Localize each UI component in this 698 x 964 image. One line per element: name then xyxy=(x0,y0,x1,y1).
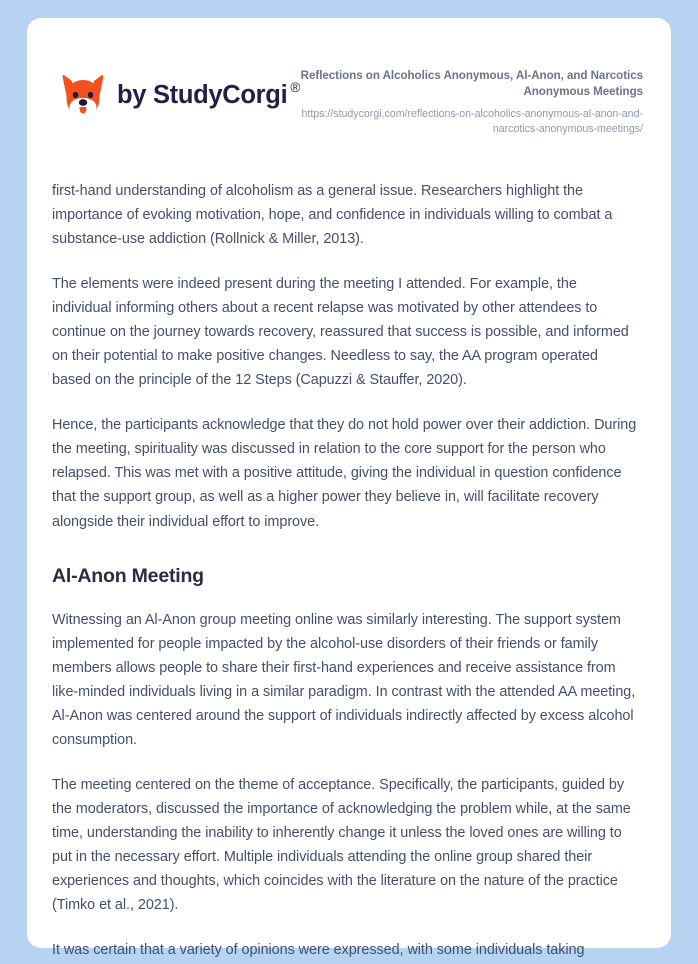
body-paragraph: Hence, the participants acknowledge that they do not hold power over their addiction. During the meeting, spirituality was discussed in relation to the core support for the person who relapsed. This was met with a positive attitude, giving the individual in question confidence that the support group, as well as a higher power they believe in, will facilitate recovery alongside their individual effort to improve. xyxy=(52,417,637,530)
section-heading: Al-Anon Meeting xyxy=(52,564,204,587)
body-paragraph: It was certain that a variety of opinions were expressed, with some individuals taking xyxy=(52,942,585,959)
brand-name: by StudyCorgi xyxy=(117,81,288,110)
studycorgi-branding xyxy=(60,66,300,120)
brand-wordmark xyxy=(117,80,301,110)
body-paragraph: The meeting centered on the theme of acceptance. Specifically, the participants, guided by the moderators, discussed the importance of acknowledging the problem while, at the same time, understanding the inability to inherently change it unless the loved ones are willing to put in the necessary effort. Multiple individuals attending the online group shared their experiences and thoughts, which coincides with the literature on the nature of the practice (Timko et al., 2021). xyxy=(52,777,631,914)
document-content xyxy=(27,137,671,963)
corgi-logo-icon xyxy=(60,72,106,120)
body-paragraph: Witnessing an Al-Anon group meeting online was similarly interesting. The support system implemented for people impacted by the alcohol-use disorders of their friends or family members allows people to share their first-hand experiences and receive assistance from like-minded individuals living in a similar paradigm. In contrast with the attended AA meeting, Al-Anon was centered around the support of individuals indirectly affected by excess alcohol consumption. xyxy=(52,611,636,749)
document-page xyxy=(27,18,671,959)
document-title: Reflections on Alcoholics Anonymous, Al-Anon, and Narcotics Anonymous Meetings xyxy=(300,69,643,99)
registered-trademark-icon: ® xyxy=(290,80,301,96)
document-header xyxy=(27,18,671,137)
document-meta xyxy=(300,66,643,137)
body-paragraph: The elements were indeed present during the meeting I attended. For example, the individual informing others about a recent relapse was motivated by other attendees to continue on the journey towards recovery, reassured that success is possible, and informed on their potential to make positive changes. Needless to say, the AA program operated based on the principle of the 12 Steps (Capuzzi & Stauffer, 2020). xyxy=(52,276,629,389)
document-url[interactable]: https://studycorgi.com/reflections-on-alcoholics-anonymous-al-anon-and-narcotics-anonymous-meetings/ xyxy=(301,107,643,135)
body-paragraph: first-hand understanding of alcoholism as a general issue. Researchers highlight the importance of evoking motivation, hope, and confidence in individuals willing to combat a substance-use addiction (Rollnick & Miller, 2013). xyxy=(52,182,613,248)
